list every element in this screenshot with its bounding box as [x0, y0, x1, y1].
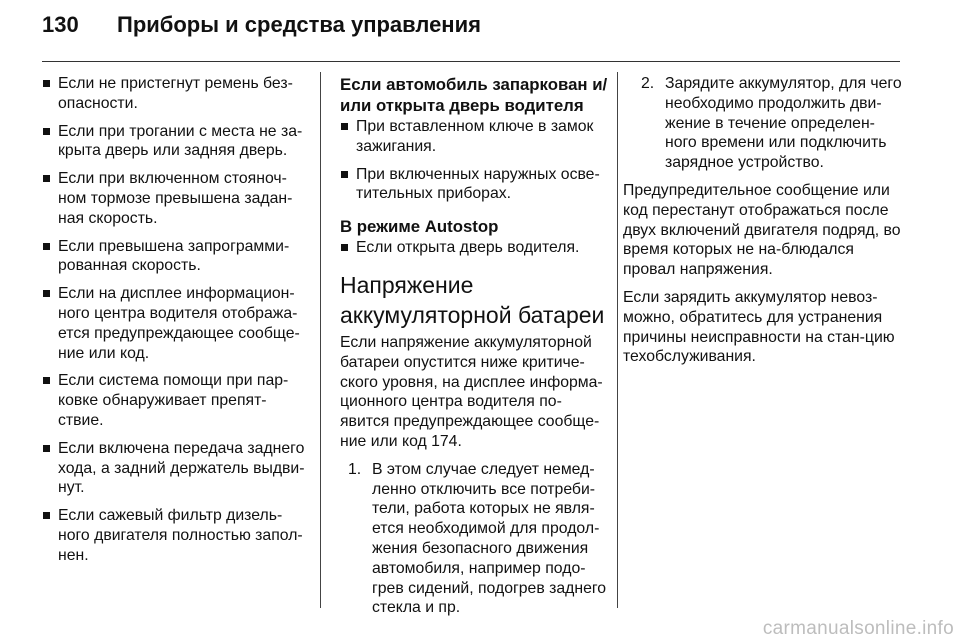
heading-parked: Если автомобиль запаркован и/или открыта дверь водителя [340, 75, 608, 115]
bullet-item: Если при включенном стояноч-ном тормозе превышена задан-ная скорость. [42, 169, 306, 228]
step-text: Зарядите аккумулятор, для чего необходимо продолжить дви-жение в течение определен-ного времени или подключить зарядное устройство. [665, 75, 902, 172]
column-divider-left [320, 72, 321, 608]
heading-battery-voltage: Напряжение аккумуляторной батареи [340, 271, 605, 328]
column-divider-right [617, 72, 618, 608]
step-number: 2. [641, 75, 655, 92]
page-number: 130 [42, 12, 79, 37]
bullet-item: Если не пристегнут ремень без-опасности. [42, 74, 306, 114]
bullet-item: Если включена передача заднего хода, а задний держатель выдви-нут. [42, 439, 306, 498]
header-rule [42, 61, 900, 62]
column-3 [623, 74, 905, 375]
numbered-step [348, 460, 610, 618]
bullet-item: При включенных наружных осве-тительных приборах. [340, 165, 610, 205]
bullet-item: Если система помощи при пар-ковке обнаруживает препят-ствие. [42, 371, 306, 430]
column-1 [42, 74, 306, 574]
bullet-item: Если на дисплее информацион-ного центра водителя отобража-ется предупреждающее сообще-ние или код. [42, 284, 306, 363]
bullet-item: Если превышена запрограмми-рованная скорость. [42, 237, 306, 277]
paragraph: Предупредительное сообщение или код перестанут отображаться после двух включений двигателя подряд, во время которых не на-блюдался провал напряжения. [623, 181, 901, 279]
numbered-step [641, 74, 905, 173]
step-text: В этом случае следует немед-ленно отключить все потреби-тели, работа которых не явля-ется необходимой для продол-жения безопасного движения автомобиля, например подо-грев сидений, подогрев заднего стекла и пр. [372, 460, 607, 617]
column-2 [340, 74, 610, 622]
bullet-item: При вставленном ключе в замок зажигания. [340, 117, 610, 157]
voltage-paragraph: Если напряжение аккумуляторной батареи опустится ниже критиче-ского уровня, на дисплее информа-ционного центра водителя по-явится предупреждающее сообще-ние или код 174. [340, 333, 603, 450]
page-title: Приборы и средства управления [117, 12, 481, 37]
step-number: 1. [348, 460, 362, 478]
bullet-item: Если при трогании с места не за-крыта дверь или задняя дверь. [42, 122, 306, 162]
paragraph: Если зарядить аккумулятор невоз-можно, обратитесь для устранения причины неисправности на стан-цию техобслуживания. [623, 288, 895, 366]
bullet-item: Если сажевый фильтр дизель-ного двигателя полностью запол-нен. [42, 506, 306, 565]
bullet-item: Если открыта дверь водителя. [340, 238, 610, 258]
heading-autostop: В режиме Autostop [340, 217, 499, 237]
watermark: carmanualsonline.info [762, 618, 954, 639]
